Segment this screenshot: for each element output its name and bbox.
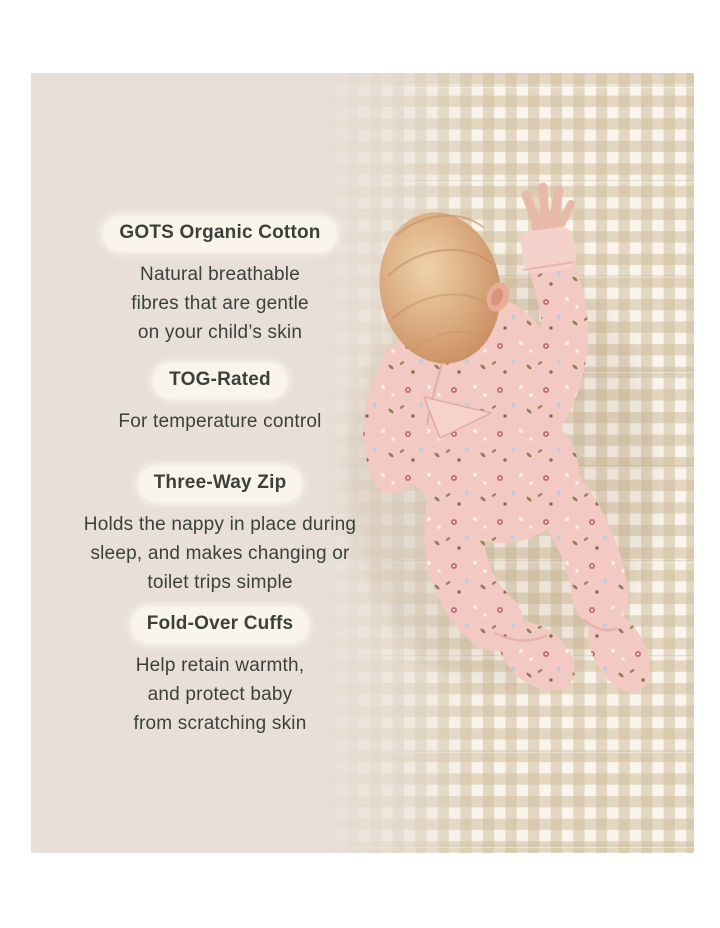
feature-title-badge: TOG-Rated xyxy=(153,363,287,399)
description-line: For temperature control xyxy=(118,410,322,432)
description-line: fibres that are gentle xyxy=(131,292,309,314)
feature-gots-organic-cotton xyxy=(40,216,400,347)
description-line: Holds the nappy in place during xyxy=(83,513,357,535)
description-line: sleep, and makes changing or xyxy=(90,542,350,564)
feature-fold-over-cuffs xyxy=(40,607,400,738)
feature-three-way-zip xyxy=(40,466,400,597)
description-line: and protect baby xyxy=(147,683,293,705)
description-line: from scratching skin xyxy=(133,712,307,734)
feature-description xyxy=(40,407,400,436)
description-line: Natural breathable xyxy=(140,263,300,285)
feature-tog-rated xyxy=(40,363,400,436)
description-line: Help retain warmth, xyxy=(135,654,305,676)
description-line: on your child’s skin xyxy=(137,321,303,343)
description-line: toilet trips simple xyxy=(147,571,293,593)
feature-description xyxy=(40,651,400,738)
feature-description xyxy=(40,260,400,347)
sleeve-cuff xyxy=(519,225,577,275)
feature-title-badge: Fold-Over Cuffs xyxy=(131,607,310,643)
feature-description xyxy=(40,510,400,597)
feature-title-badge: GOTS Organic Cotton xyxy=(103,216,336,252)
feature-title-badge: Three-Way Zip xyxy=(138,466,303,502)
